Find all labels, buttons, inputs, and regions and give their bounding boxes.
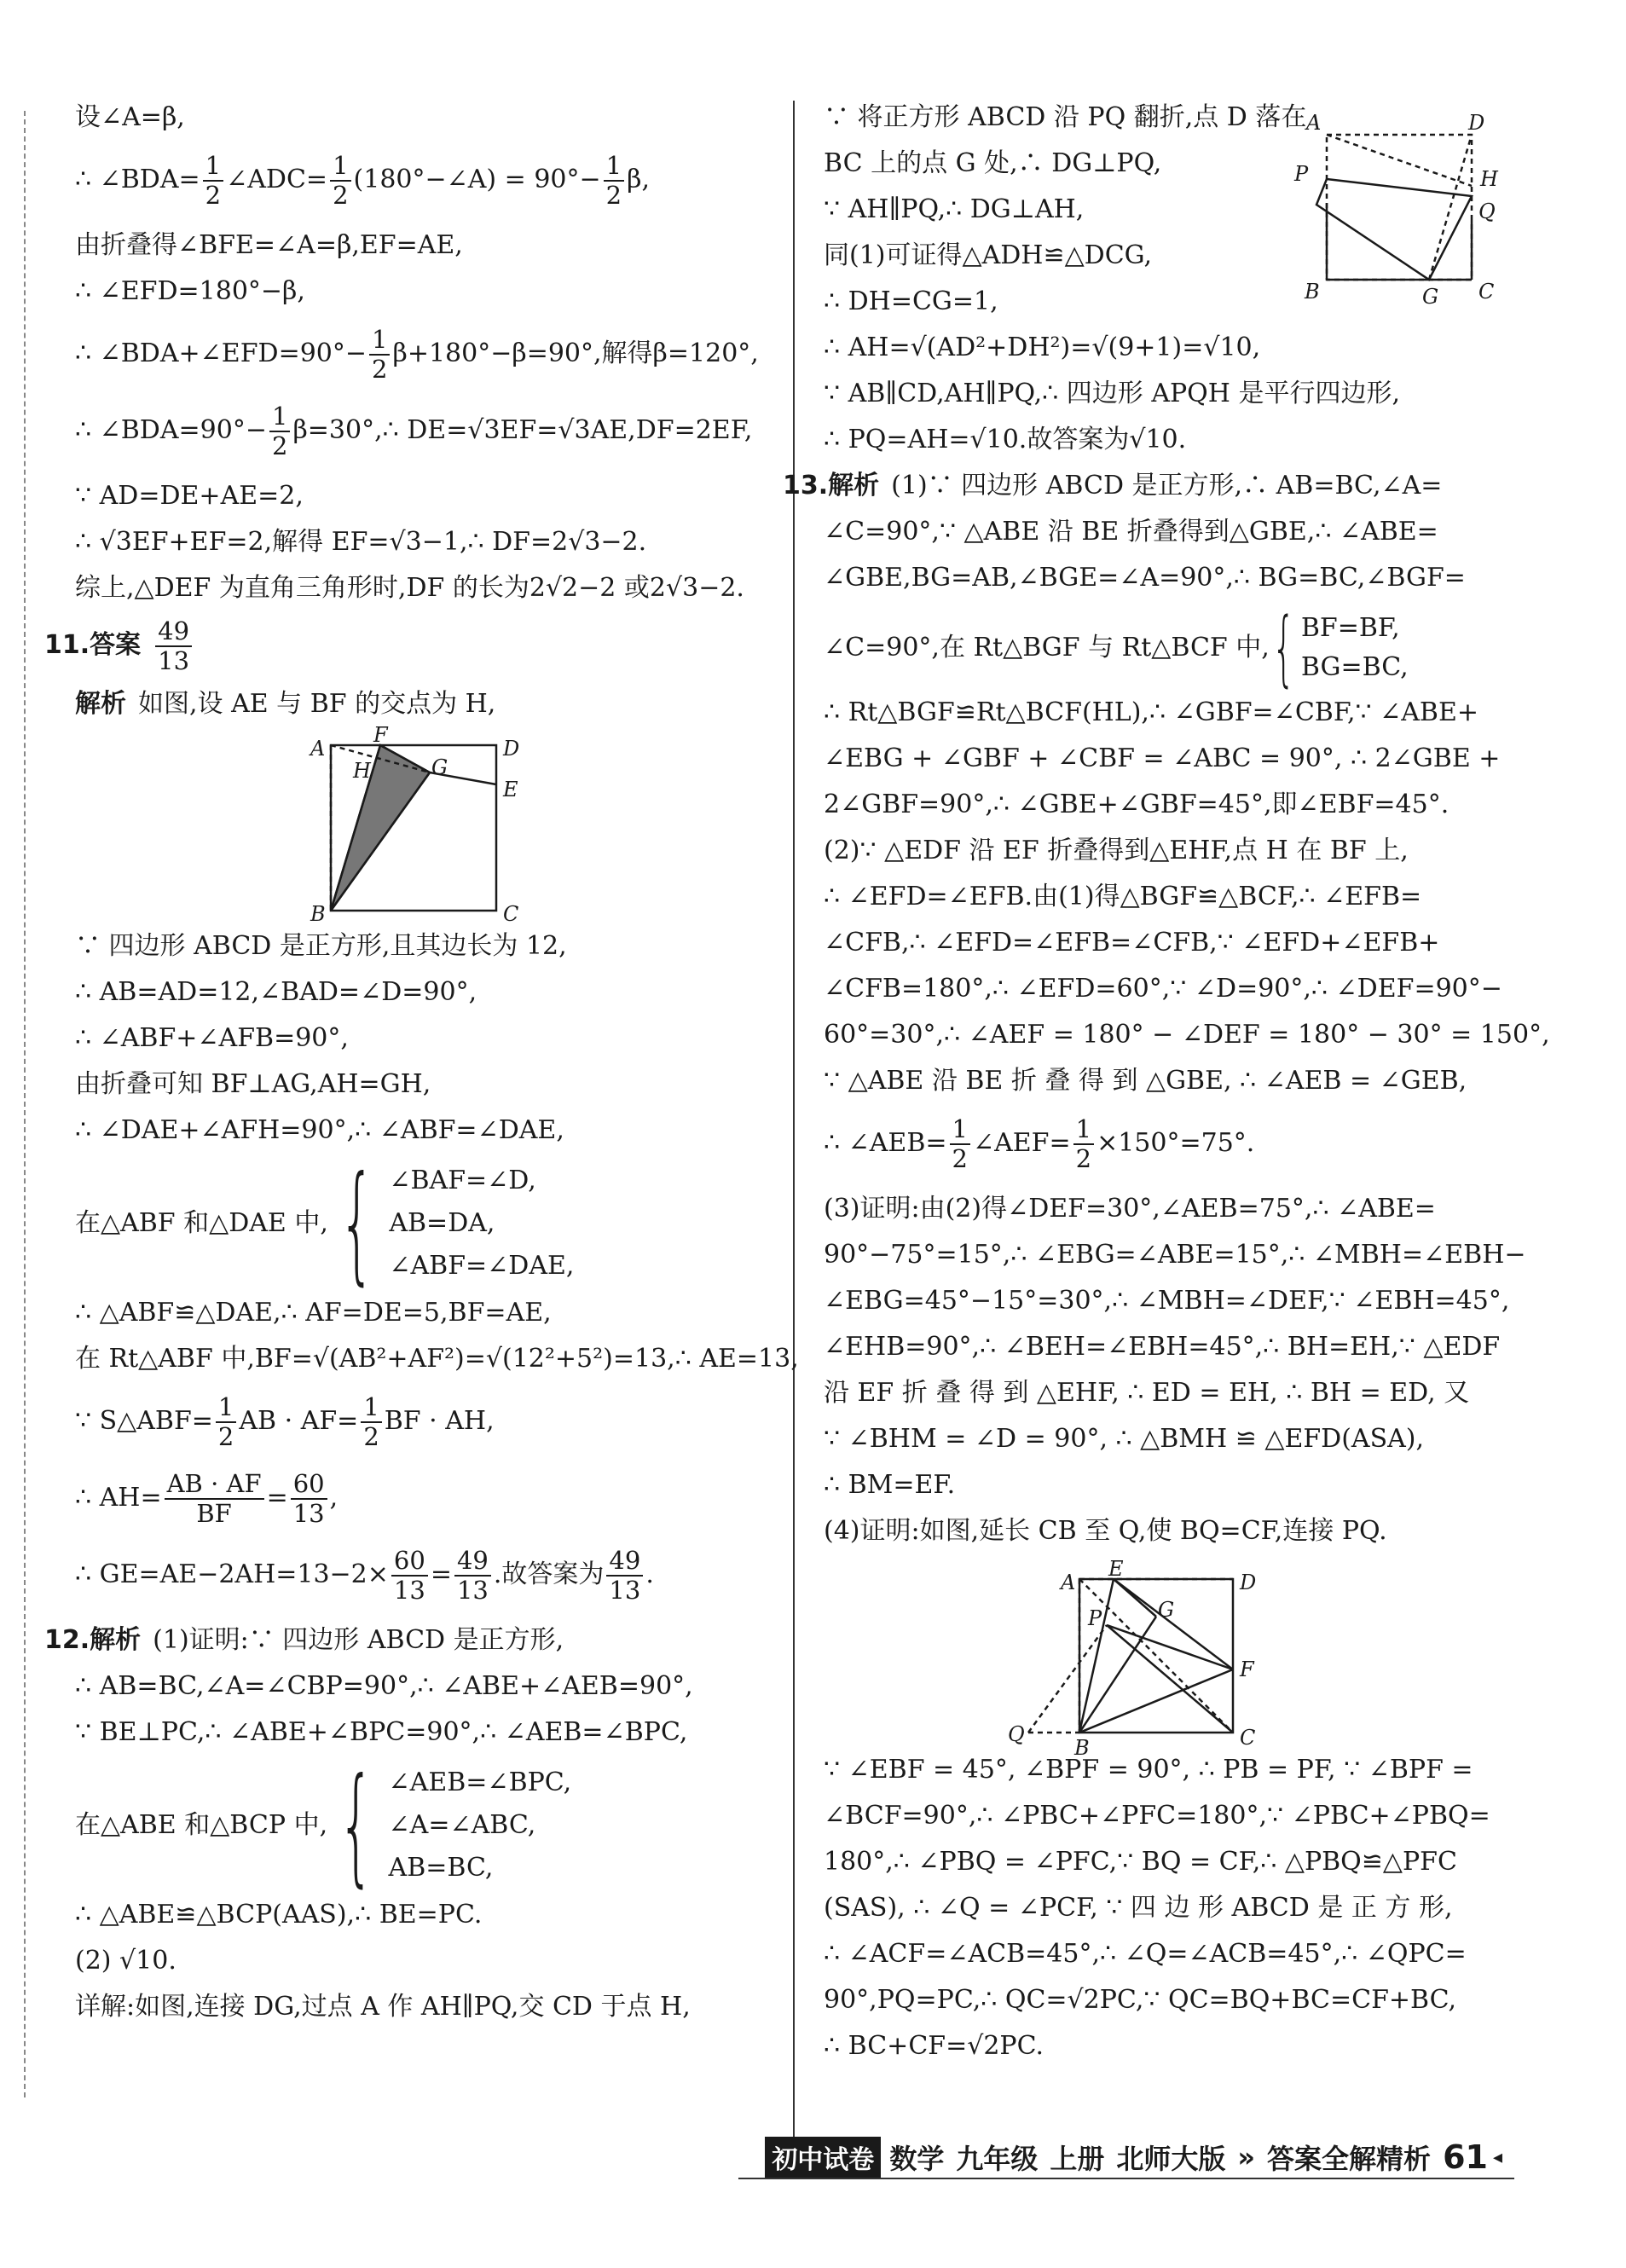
fraction: $\frac{1}{2}$ bbox=[330, 152, 350, 210]
svg-text:C: C bbox=[1478, 280, 1495, 304]
text-line: ∴ ∠EFD=180°−β, bbox=[75, 276, 305, 306]
svg-text:E: E bbox=[503, 778, 518, 801]
svg-text:F: F bbox=[373, 723, 388, 747]
fraction: $\frac{AB \cdot AF}{BF}$ bbox=[165, 1470, 264, 1528]
text-line: ∴ AB=AD=12,∠BAD=∠D=90°, bbox=[75, 977, 477, 1007]
figure-q12 bbox=[1294, 109, 1506, 309]
equation-system: 在△ABF 和△DAE 中, { ∠BAF=∠D, AB=DA, ∠ABF=∠DAE, bbox=[75, 1149, 575, 1298]
text-line: BC 上的点 G 处,∴ DG⊥PQ, bbox=[824, 148, 1162, 178]
fraction: $\frac{1}{2}$ bbox=[203, 152, 223, 210]
right-column bbox=[783, 101, 1550, 2075]
text-line: 90°−75°=15°,∴ ∠EBG=∠ABE=15°,∴ ∠MBH=∠EBH− bbox=[824, 1240, 1526, 1270]
page-number: 61 bbox=[1443, 2138, 1488, 2176]
figure-q11 bbox=[75, 723, 766, 926]
fraction: $\frac{60}{13}$ bbox=[291, 1470, 327, 1528]
text-line: ∴ BM=EF. bbox=[824, 1470, 956, 1500]
text-line: 详解:如图,连接 DG,过点 A 作 AH∥PQ,交 CD 于点 H, bbox=[75, 1992, 691, 2022]
text-line: 在 Rt△ABF 中,BF=√(AB²+AF²)=√(12²+5²)=13,∴ AE=13, bbox=[75, 1344, 799, 1374]
svg-text:C: C bbox=[1240, 1726, 1256, 1750]
text-line: ∴ ∠DAE+∠AFH=90°,∴ ∠ABF=∠DAE, bbox=[75, 1115, 564, 1145]
text-line: 沿 EF 折 叠 得 到 △EHF, ∴ ED = EH, ∴ BH = ED, 又 bbox=[824, 1378, 1470, 1408]
svg-text:A: A bbox=[1061, 1571, 1076, 1594]
q13-head: 13.解析 (1)∵ 四边形 ABCD 是正方形,∴ AB=BC,∠A= bbox=[783, 471, 1443, 500]
text-line: ∴ ∠EFD=∠EFB.由(1)得△BGF≌△BCF,∴ ∠EFB= bbox=[824, 882, 1422, 911]
left-column bbox=[44, 101, 799, 2036]
text-line: ∠EBG + ∠GBF + ∠CBF = ∠ABC = 90°, ∴ 2∠GBE + bbox=[824, 743, 1501, 773]
q13-label: 13.解析 bbox=[783, 471, 880, 500]
svg-text:A: A bbox=[1306, 111, 1322, 135]
text-line: ∠EBG=45°−15°=30°,∴ ∠MBH=∠DEF,∵ ∠EBH=45°, bbox=[824, 1286, 1510, 1316]
text-line: (3)证明:由(2)得∠DEF=30°,∠AEB=75°,∴ ∠ABE= bbox=[824, 1194, 1436, 1224]
q12-head: 12.解析 (1)证明:∵ 四边形 ABCD 是正方形, bbox=[44, 1625, 564, 1655]
svg-text:P: P bbox=[1088, 1606, 1102, 1630]
text-line: ∵ AD=DE+AE=2, bbox=[75, 481, 304, 511]
series-badge: 初中试卷 bbox=[765, 2137, 881, 2178]
text-line: 由折叠得∠BFE=∠A=β,EF=AE, bbox=[75, 230, 463, 260]
text-line: ∠GBE,BG=AB,∠BGE=∠A=90°,∴ BG=BC,∠BGF= bbox=[824, 563, 1466, 593]
shaded-triangle bbox=[331, 745, 430, 911]
text-line: 综上,△DEF 为直角三角形时,DF 的长为2√2−2 或2√3−2. bbox=[75, 573, 744, 603]
text-line: ∵ ∠BHM = ∠D = 90°, ∴ △BMH ≌ △EFD(ASA), bbox=[824, 1424, 1425, 1454]
footer-volume: 上册 bbox=[1050, 2143, 1105, 2175]
text-line: 同(1)可证得△ADH≌△DCG, bbox=[824, 240, 1153, 270]
svg-text:D: D bbox=[1468, 111, 1485, 135]
text-line: ∴ ∠ACF=∠ACB=45°,∴ ∠Q=∠ACB=45°,∴ ∠QPC= bbox=[824, 1939, 1467, 1969]
text-line: ∴ PQ=AH=√10.故答案为√10. bbox=[824, 425, 1187, 454]
text-line: ∴ AH= $\frac{AB \cdot AF}{BF}$ = $\frac{60}{13}$ , bbox=[75, 1469, 339, 1528]
fraction: $\frac{1}{2}$ bbox=[1073, 1115, 1094, 1173]
fraction: $\frac{49}{13}$ bbox=[454, 1547, 491, 1605]
text-line: 60°=30°,∴ ∠AEF = 180° − ∠DEF = 180° − 30° = 150°, bbox=[824, 1020, 1550, 1050]
text-line: ∴ ∠ABF+∠AFB=90°, bbox=[75, 1023, 349, 1053]
text-line: ∠EHB=90°,∴ ∠BEH=∠EBH=45°,∴ BH=EH,∵ △EDF bbox=[824, 1332, 1501, 1362]
equation-system: 在△ABE 和△BCP 中, { ∠AEB=∠BPC, ∠A=∠ABC, AB=BC, bbox=[75, 1751, 572, 1900]
triangle-marker-icon: ◂ bbox=[1492, 2146, 1502, 2168]
text-line: ∵ ∠EBF = 45°, ∠BPF = 90°, ∴ PB = PF, ∵ ∠BPF = bbox=[824, 1755, 1473, 1785]
text-line: ∴ AB=BC,∠A=∠CBP=90°,∴ ∠ABE+∠AEB=90°, bbox=[75, 1671, 693, 1701]
equation-system: ∠C=90°,在 Rt△BGF 与 Rt△BCF 中, { BF=BF, BG=BC, bbox=[824, 600, 1409, 696]
svg-text:Q: Q bbox=[1008, 1722, 1025, 1746]
svg-text:E: E bbox=[1108, 1557, 1124, 1581]
text-line: 180°,∴ ∠PBQ = ∠PFC,∵ BQ = CF,∴ △PBQ≌△PFC bbox=[824, 1847, 1457, 1877]
text-line: (SAS), ∴ ∠Q = ∠PCF, ∵ 四 边 形 ABCD 是 正 方 形, bbox=[824, 1893, 1453, 1923]
margin-dashed-line bbox=[24, 111, 26, 2097]
svg-text:D: D bbox=[503, 737, 520, 761]
footer-subject: 数学 bbox=[889, 2143, 945, 2175]
svg-text:C: C bbox=[503, 902, 519, 926]
text-line: ∴ △ABF≌△DAE,∴ AF=DE=5,BF=AE, bbox=[75, 1298, 552, 1328]
fraction: $\frac{1}{2}$ bbox=[361, 1393, 381, 1451]
text-line: ∵ 四边形 ABCD 是正方形,且其边长为 12, bbox=[75, 931, 567, 961]
text-line: ∴ DH=CG=1, bbox=[824, 286, 998, 316]
text-line: 设∠A=β, bbox=[75, 102, 185, 132]
svg-text:Q: Q bbox=[1478, 200, 1496, 223]
q11-analysis-label: 解析 bbox=[75, 689, 126, 719]
text-line: ∴ GE=AE−2AH=13−2× $\frac{60}{13}$ = $\frac{49}{13}$ .故答案为 $\frac{49}{13}$ . bbox=[75, 1546, 654, 1605]
svg-text:B: B bbox=[1074, 1736, 1090, 1760]
text-line: ∴ √3EF+EF=2,解得 EF=√3−1,∴ DF=2√3−2. bbox=[75, 527, 647, 557]
text-line: 由折叠可知 BF⊥AG,AH=GH, bbox=[75, 1069, 431, 1099]
text-line: 2∠GBF=90°,∴ ∠GBE+∠GBF=45°,即∠EBF=45°. bbox=[824, 790, 1450, 819]
q11-answer bbox=[44, 617, 766, 675]
fraction: $\frac{49}{13}$ bbox=[155, 617, 192, 675]
fraction: $\frac{1}{2}$ bbox=[950, 1115, 970, 1173]
text-line: ∵ AB∥CD,AH∥PQ,∴ 四边形 APQH 是平行四边形, bbox=[824, 379, 1401, 408]
text-line: ∠BCF=90°,∴ ∠PBC+∠PFC=180°,∵ ∠PBC+∠PBQ= bbox=[824, 1801, 1490, 1831]
double-arrow-icon: » bbox=[1237, 2141, 1256, 2173]
column-divider bbox=[793, 101, 795, 2138]
fraction: $\frac{1}{2}$ bbox=[269, 402, 290, 460]
text-line: ∵ 将正方形 ABCD 沿 PQ 翻折,点 D 落在 bbox=[824, 102, 1307, 132]
q11-intro: 解析 如图,设 AE 与 BF 的交点为 H, bbox=[75, 689, 496, 719]
text-line: ∴ ∠AEB= $\frac{1}{2}$ ∠AEF= $\frac{1}{2}$ ×150°=75°. bbox=[824, 1114, 1255, 1173]
text-line: ∵ BE⊥PC,∴ ∠ABE+∠BPC=90°,∴ ∠AEB=∠BPC, bbox=[75, 1717, 688, 1747]
text-line: ∵ S△ABF= $\frac{1}{2}$ AB · AF= $\frac{1}{2}$ BF · AH, bbox=[75, 1392, 495, 1451]
svg-text:B: B bbox=[1305, 280, 1320, 304]
text-line: (2)∵ △EDF 沿 EF 折叠得到△EHF,点 H 在 BF 上, bbox=[824, 836, 1409, 865]
text-line: ∴ AH=√(AD²+DH²)=√(9+1)=√10, bbox=[824, 333, 1261, 362]
text-line: ∴ ∠BDA=90°− $\frac{1}{2}$ β=30°,∴ DE=√3EF=√3AE,DF=2EF, bbox=[75, 402, 753, 460]
text-line: (4)证明:如图,延长 CB 至 Q,使 BQ=CF,连接 PQ. bbox=[824, 1516, 1387, 1546]
footer-title: 答案全解精析 bbox=[1267, 2143, 1432, 2175]
fraction: $\frac{60}{13}$ bbox=[391, 1547, 428, 1605]
svg-text:B: B bbox=[310, 902, 326, 926]
svg-text:P: P bbox=[1294, 162, 1309, 186]
text-line: (2) √10. bbox=[75, 1946, 176, 1976]
text-line: ∠C=90°,∵ △ABE 沿 BE 折叠得到△GBE,∴ ∠ABE= bbox=[824, 517, 1438, 547]
svg-text:G: G bbox=[431, 755, 448, 779]
text-line: 90°,PQ=PC,∴ QC=√2PC,∵ QC=BQ+BC=CF+BC, bbox=[824, 1985, 1457, 2015]
text-line: ∴ △ABE≌△BCP(AAS),∴ BE=PC. bbox=[75, 1900, 483, 1930]
fraction: $\frac{49}{13}$ bbox=[606, 1547, 643, 1605]
fraction: $\frac{1}{2}$ bbox=[216, 1393, 236, 1451]
fraction: $\frac{1}{2}$ bbox=[604, 152, 624, 210]
svg-text:H: H bbox=[1480, 167, 1498, 191]
svg-text:A: A bbox=[310, 737, 326, 761]
fraction: $\frac{1}{2}$ bbox=[369, 326, 390, 384]
svg-text:D: D bbox=[1240, 1571, 1257, 1594]
svg-text:H: H bbox=[353, 759, 371, 783]
text-line: ∴ ∠BDA= $\frac{1}{2}$ ∠ADC= $\frac{1}{2}$ (180°−∠A) = 90°− $\frac{1}{2}$ β, bbox=[75, 151, 651, 210]
footer-edition: 北师大版 bbox=[1116, 2143, 1226, 2175]
page-footer bbox=[738, 2137, 1514, 2179]
svg-text:F: F bbox=[1240, 1658, 1254, 1681]
text-line: ∵ AH∥PQ,∴ DG⊥AH, bbox=[824, 194, 1085, 224]
svg-text:G: G bbox=[1422, 285, 1439, 309]
text-line: ∵ △ABE 沿 BE 折 叠 得 到 △GBE, ∴ ∠AEB = ∠GEB, bbox=[824, 1066, 1467, 1096]
text-line: ∴ BC+CF=√2PC. bbox=[824, 2031, 1044, 2061]
text-line: ∴ ∠BDA+∠EFD=90°− $\frac{1}{2}$ β+180°−β=90°,解得β=120°, bbox=[75, 325, 759, 384]
figure-q13 bbox=[824, 1557, 1506, 1760]
footer-grade: 九年级 bbox=[956, 2143, 1039, 2175]
q12-label: 12.解析 bbox=[44, 1625, 142, 1655]
q11-label: 11.答案 bbox=[44, 630, 142, 660]
svg-text:G: G bbox=[1158, 1598, 1175, 1622]
text-line: ∠CFB=180°,∴ ∠EFD=60°,∵ ∠D=90°,∴ ∠DEF=90°− bbox=[824, 974, 1502, 1004]
text-line: ∠CFB,∴ ∠EFD=∠EFB=∠CFB,∵ ∠EFD+∠EFB+ bbox=[824, 928, 1440, 958]
text-line: ∴ Rt△BGF≌Rt△BCF(HL),∴ ∠GBF=∠CBF,∵ ∠ABE+ bbox=[824, 697, 1479, 727]
